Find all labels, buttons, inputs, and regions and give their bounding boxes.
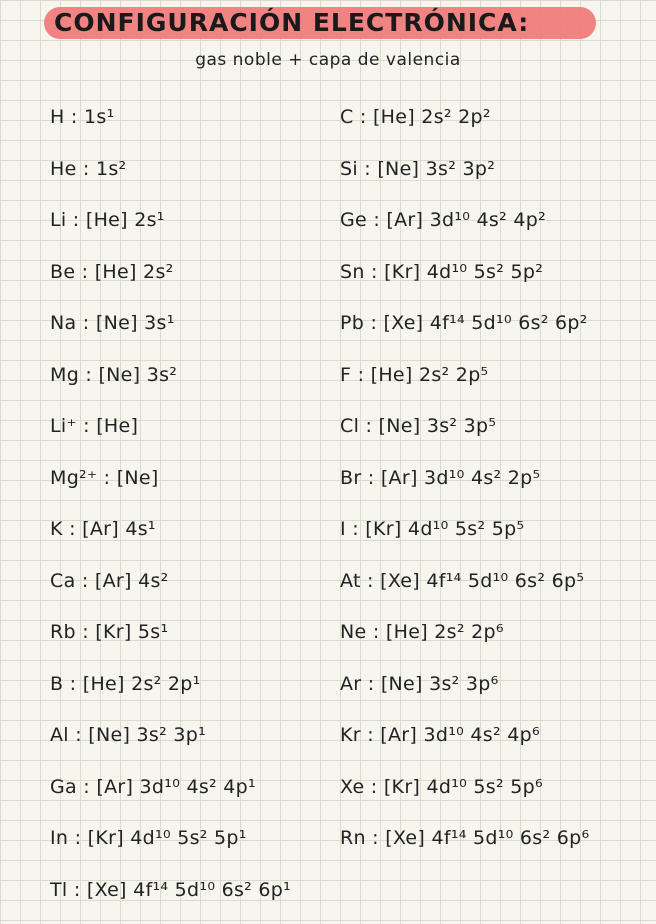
separator: : (68, 827, 87, 849)
electron-configuration: [Kr] 4d¹⁰ 5s² 5p⁶ (384, 776, 543, 798)
element-symbol: Sn (340, 261, 365, 283)
separator: : (364, 776, 383, 798)
electron-configuration: [Ar] 3d¹⁰ 4s² 4p¹ (96, 776, 256, 798)
electron-configuration: [Ar] 4s¹ (82, 518, 156, 540)
separator: : (76, 621, 95, 643)
separator: : (361, 570, 380, 592)
electron-configuration: [He] 2s² 2p⁶ (386, 621, 504, 643)
config-entry (340, 667, 640, 719)
electron-configuration: [He] 2s² (95, 261, 174, 283)
left-column (50, 100, 330, 924)
electron-configuration: [Kr] 4d¹⁰ 5s² 5p² (384, 261, 543, 283)
separator: : (367, 621, 386, 643)
element-symbol: B (50, 673, 63, 695)
electron-configuration: [Xe] 4f¹⁴ 5d¹⁰ 6s² 6p⁶ (385, 827, 589, 849)
config-entry (340, 615, 640, 667)
separator: : (79, 364, 98, 386)
separator: : (77, 776, 96, 798)
separator: : (359, 415, 378, 437)
element-symbol: F (340, 364, 351, 386)
separator: : (367, 209, 386, 231)
electron-configuration: [Ne] 3s² 3p⁶ (381, 673, 499, 695)
config-entry (340, 203, 640, 255)
element-symbol: Si (340, 158, 358, 180)
page-subtitle: gas noble + capa de valencia (0, 50, 656, 70)
electron-configuration: [Ar] 3d¹⁰ 4s² 4p⁶ (380, 724, 540, 746)
config-entry (340, 306, 640, 358)
separator: : (77, 158, 96, 180)
separator: : (351, 364, 370, 386)
element-symbol: Al (50, 724, 69, 746)
config-entry (50, 512, 330, 564)
electron-configuration: [Ne] (117, 467, 159, 489)
config-entry (50, 255, 330, 307)
electron-configuration: [He] (96, 415, 138, 437)
separator: : (361, 673, 380, 695)
separator: : (358, 158, 377, 180)
electron-configuration: [Ar] 4s² (95, 570, 169, 592)
separator: : (77, 415, 96, 437)
config-entry (50, 152, 330, 204)
separator: : (354, 106, 373, 128)
electron-configuration: [He] 2s² 2p¹ (83, 673, 201, 695)
element-symbol: Be (50, 261, 75, 283)
config-entry (50, 461, 330, 513)
element-symbol: Mg (50, 364, 79, 386)
config-entry (50, 100, 330, 152)
electron-configuration: 1s¹ (84, 106, 115, 128)
element-symbol: At (340, 570, 361, 592)
separator: : (66, 209, 85, 231)
electron-configuration: [Ne] 3s² 3p² (377, 158, 495, 180)
config-entry (50, 873, 330, 924)
right-column (340, 100, 640, 873)
separator: : (65, 106, 84, 128)
electron-configuration: [Xe] 4f¹⁴ 5d¹⁰ 6s² 6p¹ (87, 879, 291, 901)
element-symbol: Ge (340, 209, 367, 231)
element-symbol: Ga (50, 776, 77, 798)
page-title: CONFIGURACIÓN ELECTRÓNICA: (54, 7, 590, 39)
element-symbol: K (50, 518, 63, 540)
element-symbol: C (340, 106, 354, 128)
electron-configuration: [Ne] 3s² 3p¹ (88, 724, 206, 746)
electron-configuration: [Kr] 5s¹ (95, 621, 168, 643)
config-entry (50, 358, 330, 410)
config-entry (340, 100, 640, 152)
config-entry (50, 409, 330, 461)
electron-configuration: [Ne] 3s¹ (96, 312, 175, 334)
config-entry (340, 255, 640, 307)
electron-configuration: [Kr] 4d¹⁰ 5s² 5p¹ (88, 827, 247, 849)
config-entry (340, 409, 640, 461)
element-symbol: Na (50, 312, 76, 334)
config-entry (340, 564, 640, 616)
electron-configuration: [Ne] 3s² 3p⁵ (379, 415, 497, 437)
title-banner (44, 7, 596, 39)
electron-configuration: [Kr] 4d¹⁰ 5s² 5p⁵ (365, 518, 524, 540)
separator: : (76, 312, 95, 334)
electron-configuration: [He] 2s² 2p⁵ (371, 364, 489, 386)
separator: : (365, 261, 384, 283)
element-symbol: I (340, 518, 346, 540)
element-symbol: Rb (50, 621, 76, 643)
separator: : (63, 518, 82, 540)
electron-configuration: [Ar] 3d¹⁰ 4s² 4p² (386, 209, 546, 231)
separator: : (361, 467, 380, 489)
separator: : (76, 570, 95, 592)
element-symbol: Ne (340, 621, 367, 643)
electron-configuration: [Xe] 4f¹⁴ 5d¹⁰ 6s² 6p² (384, 312, 588, 334)
element-symbol: In (50, 827, 68, 849)
config-entry (50, 615, 330, 667)
element-symbol: Ar (340, 673, 361, 695)
electron-configuration: 1s² (96, 158, 127, 180)
element-symbol: Ca (50, 570, 76, 592)
separator: : (366, 827, 385, 849)
electron-configuration: [Ne] 3s² (98, 364, 177, 386)
config-entry (340, 821, 640, 873)
config-entry (340, 770, 640, 822)
config-entry (340, 512, 640, 564)
config-entry (340, 461, 640, 513)
separator: : (68, 879, 87, 901)
separator: : (75, 261, 94, 283)
config-entry (50, 306, 330, 358)
element-symbol: Pb (340, 312, 364, 334)
electron-configuration: [He] 2s² 2p² (373, 106, 491, 128)
config-entry (50, 203, 330, 255)
element-symbol: H (50, 106, 65, 128)
separator: : (364, 312, 383, 334)
separator: : (63, 673, 82, 695)
element-symbol: Rn (340, 827, 366, 849)
config-entry (340, 718, 640, 770)
separator: : (346, 518, 365, 540)
separator: : (361, 724, 380, 746)
separator: : (69, 724, 88, 746)
element-symbol: Mg²⁺ (50, 467, 97, 489)
config-entry (50, 564, 330, 616)
electron-configuration: [Ar] 3d¹⁰ 4s² 2p⁵ (381, 467, 541, 489)
config-entry (50, 821, 330, 873)
config-entry (50, 770, 330, 822)
element-symbol: Kr (340, 724, 361, 746)
element-symbol: Tl (50, 879, 68, 901)
config-entry (340, 358, 640, 410)
config-entry (50, 718, 330, 770)
element-symbol: Cl (340, 415, 359, 437)
element-symbol: He (50, 158, 77, 180)
electron-configuration: [Xe] 4f¹⁴ 5d¹⁰ 6s² 6p⁵ (380, 570, 584, 592)
element-symbol: Br (340, 467, 361, 489)
element-symbol: Xe (340, 776, 364, 798)
element-symbol: Li (50, 209, 66, 231)
separator: : (97, 467, 116, 489)
config-entry (50, 667, 330, 719)
electron-configuration: [He] 2s¹ (86, 209, 165, 231)
element-symbol: Li⁺ (50, 415, 77, 437)
config-entry (340, 152, 640, 204)
